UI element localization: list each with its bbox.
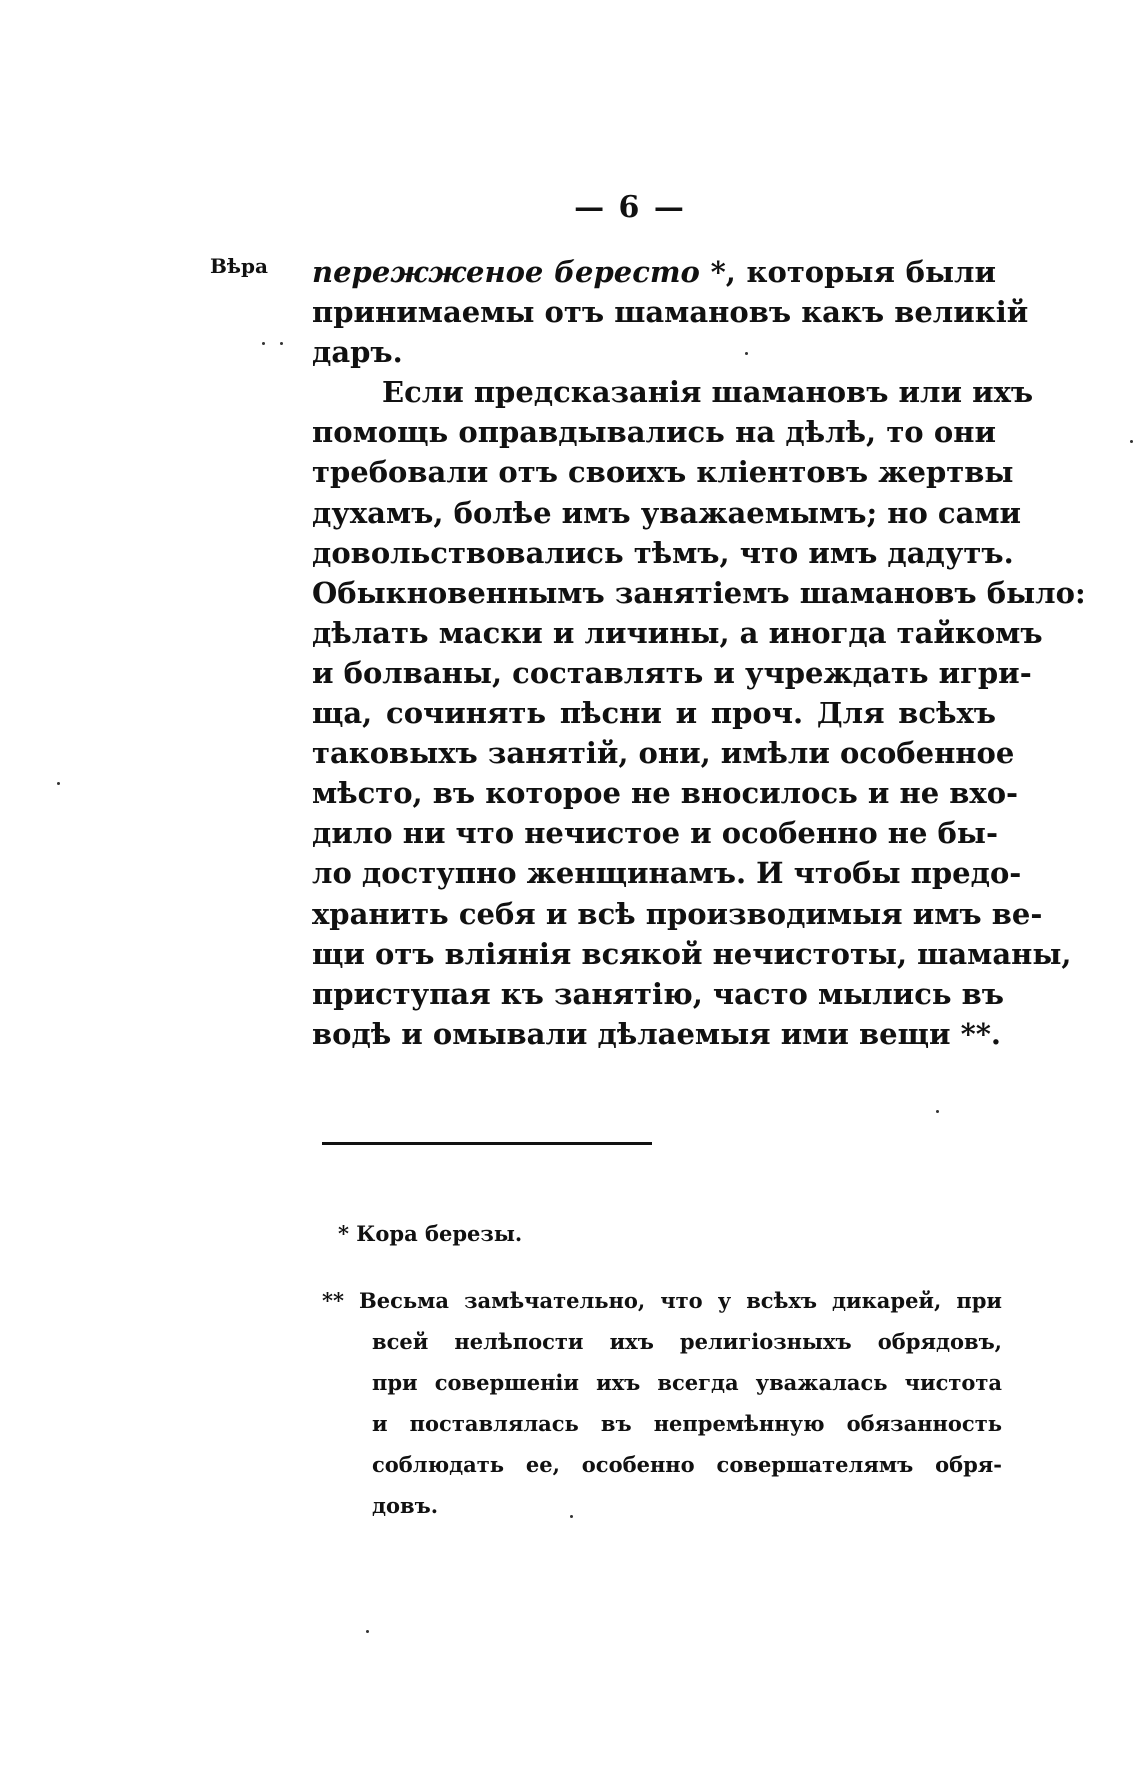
footnote-line: всей нелѣпости ихъ религіозныхъ обрядовъ, — [372, 1329, 1002, 1354]
text-line — [312, 252, 996, 292]
scan-speck — [57, 782, 60, 785]
text-line: ло доступно женщинамъ. И чтобы предо- — [312, 856, 1022, 891]
text-line: водѣ и омывали дѣлаемыя ими вещи **. — [312, 1016, 1002, 1051]
text-line: и болваны, составлять и учреждать игри- — [312, 655, 1032, 690]
italic-phrase: пережженое бересто — [312, 255, 700, 289]
scan-speck — [936, 1110, 939, 1113]
scan-speck — [570, 1515, 573, 1518]
footnote-line: и поставлялась въ непремѣнную обязанность — [372, 1411, 1002, 1436]
footnote-line: довъ. — [372, 1493, 439, 1518]
footnote-2 — [322, 1280, 1002, 1526]
text-line: ща, сочинять пѣсни и проч. Для всѣхъ — [312, 696, 996, 731]
text-line: помощь оправдывались на дѣлѣ, то они — [312, 415, 996, 450]
text-line: щи отъ вліянія всякой нечистоты, шаманы, — [312, 936, 1072, 971]
text-line: хранить себя и всѣ производимыя имъ ве- — [312, 896, 1043, 931]
text-line: таковыхъ занятій, они, имѣли особенное — [312, 736, 1015, 771]
text-line: требовали отъ своихъ кліентовъ жертвы — [312, 455, 1014, 490]
text-line: даръ. — [312, 335, 403, 370]
footnote-line: соблюдать ее, особенно совершателямъ обря- — [372, 1452, 1002, 1477]
text-line: приступая къ занятію, часто мылись въ — [312, 976, 1005, 1011]
scan-speck — [745, 352, 748, 355]
text-line: духамъ, болѣе имъ уважаемымъ; но сами — [312, 495, 1022, 530]
footnote-separator — [322, 1142, 652, 1145]
text-fragment: *, которыя были — [699, 255, 996, 289]
text-line: дѣлать маски и личины, а иногда тайкомъ — [312, 615, 1043, 650]
text-line: Обыкновеннымъ занятіемъ шамановъ было: — [312, 575, 1086, 610]
text-line: Если предсказанія шамановъ или ихъ — [382, 375, 1034, 410]
scan-speck — [280, 342, 283, 345]
footnote-line: ** Весьма замѣчательно, что у всѣхъ дикарей, при — [322, 1288, 1002, 1313]
text-line: принимаемы отъ шамановъ какъ великій — [312, 295, 1029, 330]
footnote-line: при совершеніи ихъ всегда уважалась чистота — [372, 1370, 1002, 1395]
scan-speck — [366, 1630, 369, 1633]
footnote-1: * Кора березы. — [338, 1221, 523, 1246]
main-text — [312, 252, 1086, 1054]
footnotes — [322, 1218, 1002, 1526]
text-line: довольствовались тѣмъ, что имъ дадутъ. — [312, 535, 1014, 570]
scan-speck — [1130, 440, 1133, 443]
page-number: — 6 — — [574, 190, 686, 225]
margin-note: Вѣра — [210, 254, 268, 278]
text-line: мѣсто, въ которое не вносилось и не вхо- — [312, 776, 1019, 811]
text-line: дило ни что нечистое и особенно не бы- — [312, 816, 998, 851]
scan-speck — [262, 342, 265, 345]
